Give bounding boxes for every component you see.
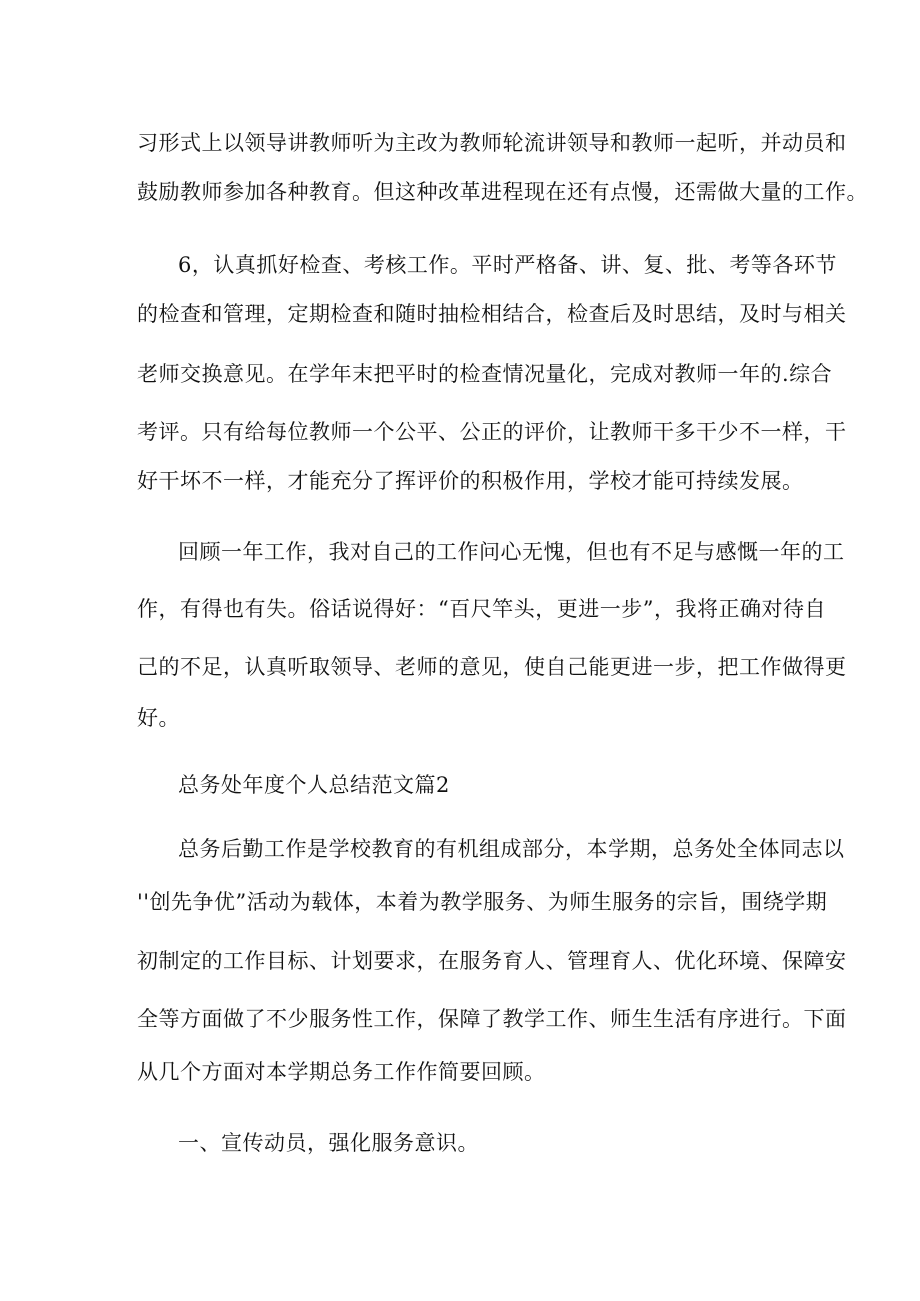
section-title: 总务处年度个人总结范文篇2 <box>178 773 450 797</box>
paragraph-3-line-3: 己的不足，认真听取领导、老师的意见，使自己能更进一步，把工作做得更 <box>137 655 847 679</box>
paragraph-3-line-4: 好。 <box>137 706 180 730</box>
paragraph-3-line-2: 作，有得也有失。俗话说得好：“百尺竿头，更进一步”，我将正确对待自 <box>137 597 826 621</box>
paragraph-4-line-1: 总务后勤工作是学校教育的有机组成部分，本学期，总务处全体同志以 <box>178 837 845 861</box>
paragraph-1-line-2: 鼓励教师参加各种教育。但这种改革进程现在还有点慢，还需做大量的工作。 <box>137 180 868 204</box>
paragraph-4-line-2: ''创先争优”活动为载体，本着为教学服务、为师生服务的宗旨，围绕学期 <box>137 890 828 914</box>
paragraph-2-line-5: 好干坏不一样，才能充分了挥评价的积极作用，学校才能可持续发展。 <box>137 469 804 493</box>
paragraph-1-line-1: 习形式上以领导讲教师听为主改为教师轮流讲领导和教师一起听，并动员和 <box>137 131 847 155</box>
paragraph-2-line-2: 的检查和管理，定期检查和随时抽检相结合，检查后及时思结，及时与相关 <box>137 302 847 326</box>
paragraph-4-line-5: 从几个方面对本学期总务工作作简要回顾。 <box>137 1060 546 1084</box>
paragraph-4-line-3: 初制定的工作目标、计划要求，在服务育人、管理育人、优化环境、保障安 <box>137 949 847 973</box>
paragraph-2-line-1: 6，认真抓好检查、考核工作。平时严格备、讲、复、批、考等各环节 <box>178 253 837 277</box>
paragraph-4-line-4: 全等方面做了不少服务性工作，保障了教学工作、师生生活有序进行。下面 <box>137 1007 847 1031</box>
paragraph-2-line-3: 老师交换意见。在学年末把平时的检查情况量化，完成对教师一年的.综合 <box>137 362 833 386</box>
paragraph-3-line-1: 回顾一年工作，我对自己的工作问心无愧，但也有不足与感慨一年的工 <box>178 540 845 564</box>
paragraph-2-line-4: 考评。只有给每位教师一个公平、公正的评价，让教师干多干少不一样，干 <box>137 420 847 444</box>
heading-1: 一、宣传动员，强化服务意识。 <box>178 1131 479 1155</box>
